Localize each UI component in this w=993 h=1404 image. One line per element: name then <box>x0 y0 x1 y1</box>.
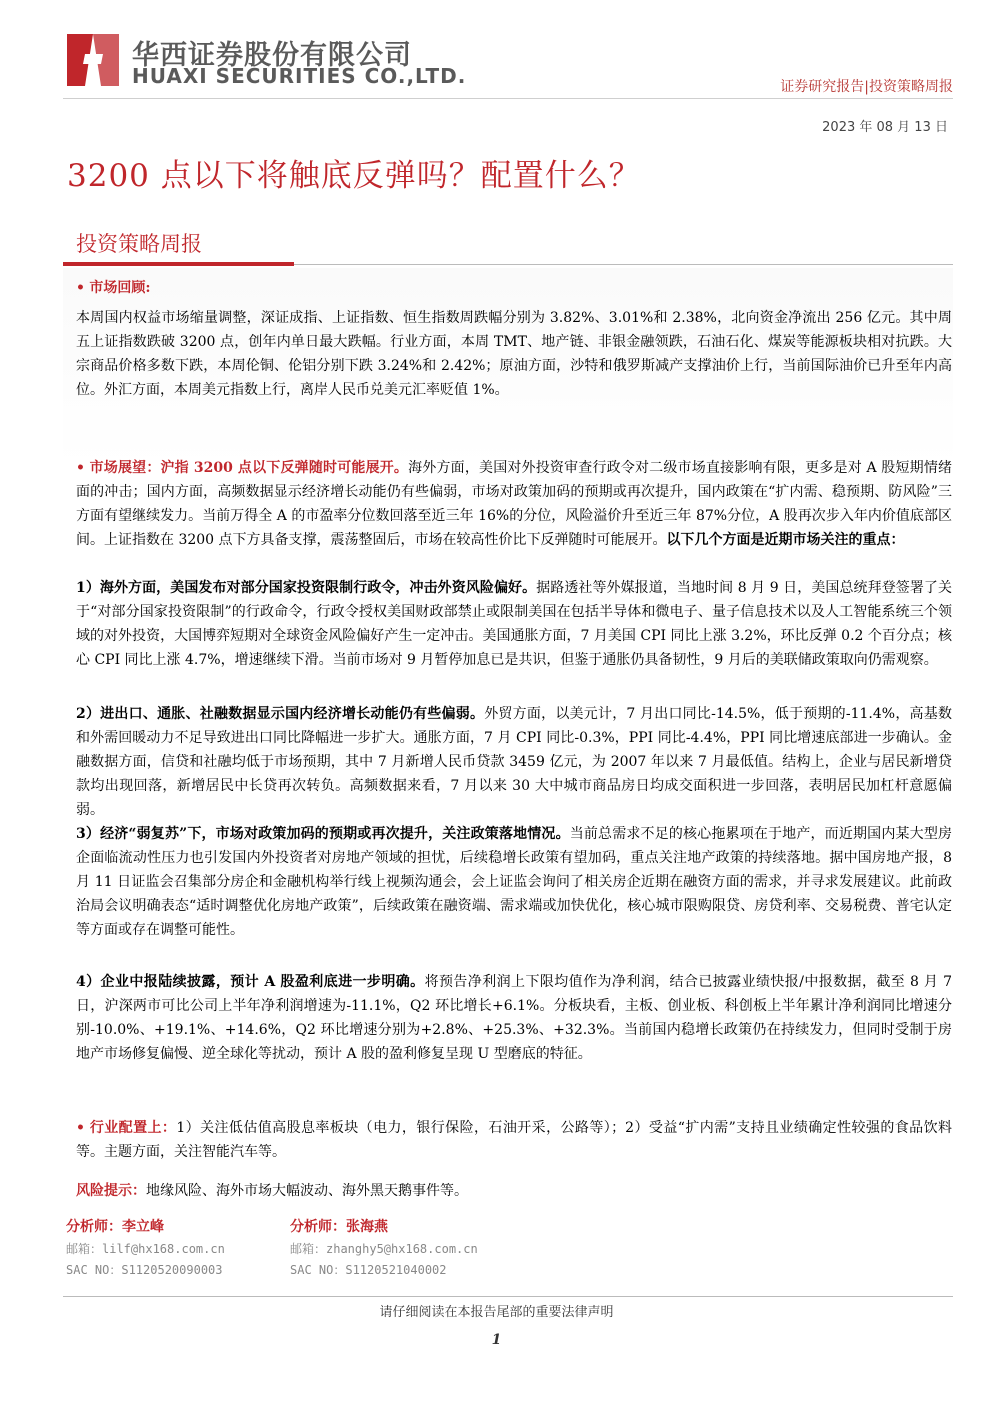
point-1-body: 据路透社等外媒报道，当地时间 8 月 9 日，美国总统拜登签署了关于“对部分国家投资限制”的行政命令，行政令授权美国财政部禁止或限制美国在包括半导体和微电子、量子信息技术以及人工智能系统三个领域的对外投资，大国博弈短期对全球资金风险偏好产生一定冲击。美国通胀方面，7 月美国 CPI 同比上涨 3.2%，环比反弹 0.2 个百分点；核心 CPI 同比上涨 4.7%，增速继续下滑。当前市场对 9 月暂停加息已是共识，但鉴于通胀仍具备韧性，9 月后的美联储政策取向仍需观察。 <box>76 580 952 668</box>
report-type: 证券研究报告|投资策略周报 <box>780 79 953 95</box>
point-2-body: 外贸方面，以美元计，7 月出口同比-14.5%，低于预期的-11.4%，高基数和外需回暖动力不足导致进出口同比降幅进一步扩大。通胀方面，7 月 CPI 同比-0.3%，PPI 同比-4.4%，PPI 同比增速底部进一步确认。金融数据方面，信贷和社融均低于市场预期，其中 7 月新增人民币贷款 3459 亿元，为 2007 年以来 7 月最低值。结构上，企业与居民新增贷款均出现回落，新增居民中长贷再次转负。高频数据来看，7 月以来 30 大中城市商品房日均成交面积进一步回落，表明居民加杠杆意愿偏弱。 <box>76 706 952 818</box>
point-4-head: 4）企业中报陆续披露，预计 A 股盈利底进一步明确。 <box>76 974 425 990</box>
section-title: 投资策略周报 <box>76 232 202 256</box>
point-1 <box>76 576 952 672</box>
analyst-name: 分析师：张海燕 <box>290 1219 388 1235</box>
outlook-text: 海外方面，美国对外投资审查行政令对二级市场直接影响有限，更多是对 A 股短期情绪面的冲击；国内方面，高频数据显示经济增长动能仍有些偏弱，市场对政策加码的预期或再次提升，国内政策在“扩内需、稳预期、防风险”三方面有望继续发力。当前万得全 A 的市盈率分位数回落至近三年 16%的分位，风险溢价升至近三年 87%分位，A 股再次步入年内价值底部区间。上证指数在 3200 点下方具备支撑，震荡整固后，市场在较高性价比下反弹随时可能展开。 <box>76 460 952 548</box>
company-name-en: HUAXI SECURITIES CO.,LTD. <box>132 64 467 88</box>
analyst-email[interactable]: 邮箱：lilf@hx168.com.cn <box>66 1242 225 1256</box>
risk-label: 风险提示： <box>76 1183 146 1199</box>
legal-note: 请仔细阅读在本报告尾部的重要法律声明 <box>379 1305 614 1320</box>
report-date: 2023 年 08 月 13 日 <box>822 120 948 135</box>
industry-text: 1）关注低估值高股息率板块（电力，银行保险，石油开采，公路等）；2）受益“扩内需”支持且业绩确定性较强的食品饮料等。主题方面，关注智能汽车等。 <box>76 1120 953 1160</box>
industry-paragraph <box>76 1116 952 1164</box>
point-1-head: 1）海外方面，美国发布对部分国家投资限制行政令，冲击外资风险偏好。 <box>76 580 537 596</box>
point-4-body: 将预告净利润上下限均值作为净利润，结合已披露业绩快报/中报数据，截至 8 月 7 日，沪深两市可比公司上半年净利润增速为-11.1%，Q2 环比增长+6.1%。分板块看，主板、创业板、科创板上半年累计净利润同比增速分别-10.0%、+19.1%、+14.6%，Q2 环比增速分别为+2.8%、+25.3%、+32.3%。当前国内稳增长政策仍在持续发力，但同时受制于房地产市场修复偏慢、逆全球化等扰动，预计 A 股的盈利修复呈现 U 型磨底的特征。 <box>76 974 952 1062</box>
point-3-head: 3）经济“弱复苏”下，市场对政策加码的预期或再次提升，关注政策落地情况。 <box>76 826 570 842</box>
point-4 <box>76 970 952 1066</box>
review-label: 市场回顾: <box>89 280 151 296</box>
point-2 <box>76 702 952 822</box>
analyst-sac: SAC NO：S1120521040002 <box>290 1263 447 1277</box>
bullet-icon: • <box>76 1120 85 1136</box>
review-paragraph: 本周国内权益市场缩量调整，深证成指、上证指数、恒生指数周跌幅分别为 3.82%、3.01%和 2.38%，北向资金净流出 256 亿元。其中周五上证指数跌破 3200 点，创年内单日最大跌幅。行业方面，本周 TMT、地产链、非银金融领跌，石油石化、煤炭等能源板块相对抗跌。大宗商品价格多数下跌，本周伦铜、伦铝分别下跌 3.24%和 2.42%；原油方面，沙特和俄罗斯减产支撑油价上行，当前国际油价已升至年内高位。外汇方面，本周美元指数上行，离岸人民币兑美元汇率贬值 1%。 <box>76 310 952 398</box>
page-number: 1 <box>491 1332 502 1348</box>
point-3-body: 当前总需求不足的核心拖累项在于地产，而近期国内某大型房企面临流动性压力也引发国内外投资者对房地产领域的担忧，后续稳增长政策有望加码，重点关注地产政策的持续落地。据中国房地产报，8 月 11 日证监会召集部分房企和金融机构举行线上视频沟通会，会上证监会询问了相关房企近期在融资方面的需求，并寻求发展建议。此前政治局会议明确表态“适时调整优化房地产政策”，后续政策在融资端、需求端或加快优化，核心城市限购限贷、房贷利率、交易税费、普宅认定等方面或存在调整可能性。 <box>76 826 952 938</box>
bullet-icon: • <box>76 460 85 476</box>
risk-notice <box>76 1180 468 1200</box>
industry-label: 行业配置上： <box>89 1120 177 1136</box>
risk-text: 地缘风险、海外市场大幅波动、海外黑天鹅事件等。 <box>146 1183 468 1199</box>
outlook-paragraph <box>76 456 952 552</box>
outlook-label: 市场展望：沪指 3200 点以下反弹随时可能展开。 <box>89 460 409 476</box>
report-title: 3200 点以下将触底反弹吗？配置什么？ <box>67 158 641 194</box>
analyst-name: 分析师：李立峰 <box>66 1219 164 1235</box>
bullet-icon: • <box>76 280 85 296</box>
analyst-email[interactable]: 邮箱：zhanghy5@hx168.com.cn <box>290 1242 478 1256</box>
analyst-sac: SAC NO：S1120520090003 <box>66 1263 223 1277</box>
header-divider <box>63 98 953 99</box>
huaxi-logo-icon <box>63 30 123 90</box>
point-3 <box>76 822 952 942</box>
outlook-tail: 以下几个方面是近期市场关注的重点： <box>666 532 905 548</box>
point-2-head: 2）进出口、通胀、社融数据显示国内经济增长动能仍有些偏弱。 <box>76 706 485 722</box>
footer-divider <box>63 1296 953 1297</box>
review-heading <box>76 276 952 300</box>
analyst-card <box>290 1216 478 1278</box>
analyst-card <box>66 1216 225 1278</box>
section-accent-bar <box>63 262 294 266</box>
company-name-cn: 华西证券股份有限公司 <box>132 40 412 71</box>
